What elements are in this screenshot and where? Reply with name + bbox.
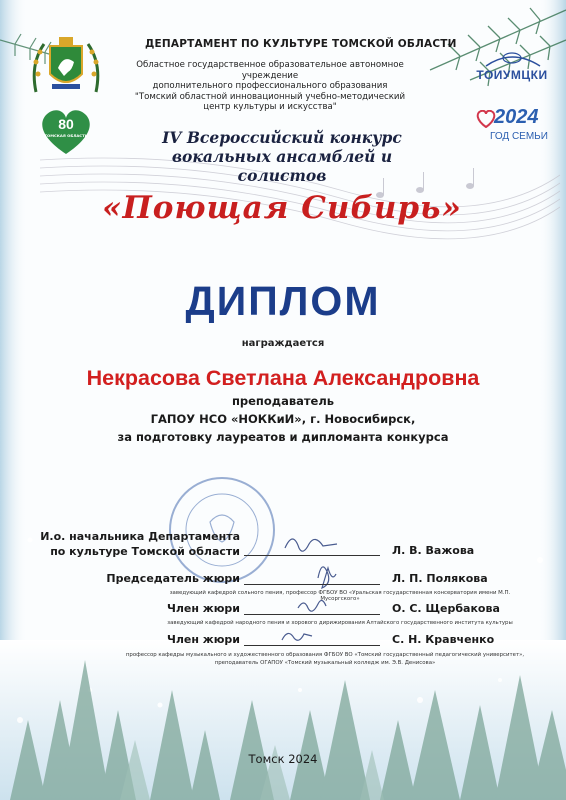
contest-line-1: IV Всероссийский конкурс bbox=[162, 128, 402, 147]
signature-role-chair: Председатель жюри bbox=[106, 572, 240, 585]
signature-desc-line: профессор кафедры музыкального и художественного образования ФГБОУ ВО «Томский государственный педагогический университет», bbox=[125, 652, 525, 658]
signature-role-line: И.о. начальника Департамента bbox=[40, 530, 240, 543]
signature-line bbox=[244, 584, 380, 585]
heart-80-number: 80 bbox=[58, 116, 74, 132]
signature-desc-member-2 bbox=[110, 651, 540, 667]
contest-line-2: вокальных ансамблей и солистов bbox=[171, 147, 393, 185]
heart-80-caption: ТОМСКАЯ ОБЛАСТЬ bbox=[44, 133, 88, 138]
recipient-position bbox=[0, 392, 566, 446]
toumicki-text: ТОИУМЦКИ bbox=[476, 68, 548, 82]
signature-desc-line: преподаватель ОГАПОУ «Томский музыкальный колледж им. Э.В. Денисова» bbox=[214, 660, 436, 666]
signature-name-member-1: О. С. Щербакова bbox=[392, 602, 500, 615]
organization-line: "Томский областной инновационный учебно-методический bbox=[134, 91, 406, 102]
signature-desc-member-1: заведующий кафедрой народного пения и хорового дирижирования Алтайского государственного института культуры bbox=[167, 620, 513, 626]
signature-line bbox=[244, 614, 380, 615]
awarded-label: награждается bbox=[241, 338, 325, 349]
signature-name-chair: Л. П. Полякова bbox=[392, 572, 488, 585]
diploma-title: ДИПЛОМ bbox=[185, 278, 381, 324]
heart-80-logo bbox=[38, 106, 94, 156]
signature-role-member-1: Член жюри bbox=[166, 602, 240, 615]
position-line: ГАПОУ НСО «НОККиИ», г. Новосибирск, bbox=[150, 412, 416, 426]
signature-desc-chair: заведующий кафедрой сольного пения, профессор ФГБОУ ВО «Уральская государственная консерватория имени М.П. Мусоргского» bbox=[169, 590, 511, 602]
place-year: Томск 2024 bbox=[248, 752, 318, 766]
organization-name bbox=[120, 60, 420, 113]
contest-name: «Поющая Сибирь» bbox=[102, 190, 462, 226]
signature-line bbox=[244, 555, 380, 556]
position-line: преподаватель bbox=[231, 394, 335, 408]
tomsk-coat-of-arms-icon bbox=[30, 34, 102, 96]
toumicki-logo bbox=[470, 44, 554, 86]
signature-line bbox=[244, 645, 380, 646]
year-of-family-logo bbox=[472, 106, 556, 150]
year-number: 2024 bbox=[494, 106, 539, 128]
signature-name-member-2: С. Н. Кравченко bbox=[392, 633, 495, 646]
year-caption: ГОД СЕМЬИ bbox=[490, 131, 548, 142]
contest-title bbox=[132, 128, 432, 185]
signature-role-member-2: Член жюри bbox=[166, 633, 240, 646]
organization-line: центр культуры и искусства" bbox=[203, 102, 337, 112]
department-name: ДЕПАРТАМЕНТ ПО КУЛЬТУРЕ ТОМСКОЙ ОБЛАСТИ bbox=[145, 38, 457, 50]
signature-name-head: Л. В. Важова bbox=[392, 544, 475, 557]
organization-line: Областное государственное образовательное автономное учреждение bbox=[136, 60, 404, 81]
signature-role-head bbox=[40, 529, 240, 559]
organization-line: дополнительного профессионального образования bbox=[152, 81, 388, 91]
recipient-name: Некрасова Светлана Александровна bbox=[86, 366, 480, 390]
signature-role-line: по культуре Томской области bbox=[50, 545, 240, 558]
position-line: за подготовку лауреатов и дипломанта конкурса bbox=[117, 430, 449, 444]
